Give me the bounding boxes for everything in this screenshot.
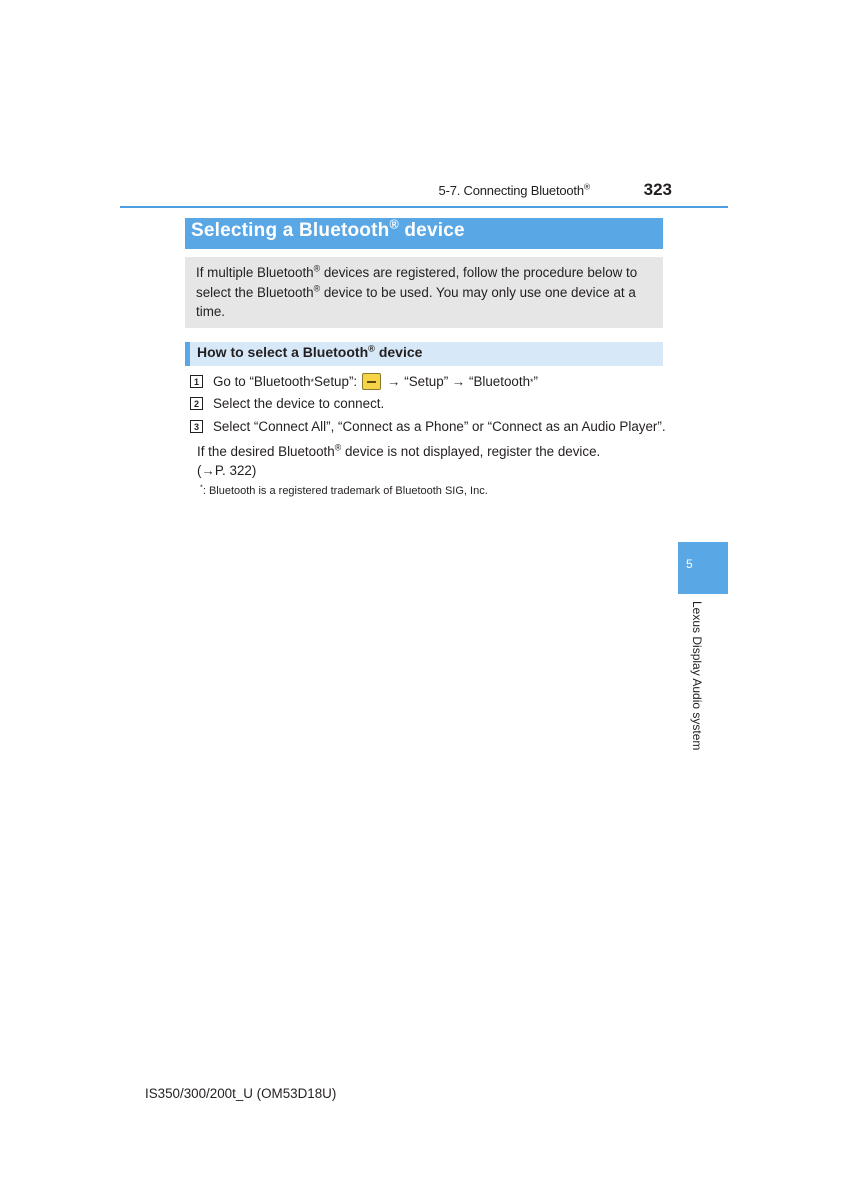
section-title-text: 5-7. Connecting Bluetooth xyxy=(438,183,584,198)
footnote xyxy=(200,482,488,497)
intro-text: device to be used. You may only use one device at a time. xyxy=(196,284,636,319)
page-reference-link[interactable]: (→P. 322) xyxy=(197,463,257,478)
note xyxy=(197,442,657,480)
registered-mark: ® xyxy=(334,442,342,453)
intro-text: If multiple Bluetooth xyxy=(196,265,314,280)
registered-mark: ® xyxy=(313,263,321,274)
intro-text: devices are registered, follow the procedure below to select the Bluetooth xyxy=(196,265,638,300)
step-number-badge: 3 xyxy=(190,420,203,433)
subheading xyxy=(185,342,663,366)
registered-mark: ® xyxy=(389,217,399,232)
header-divider xyxy=(120,206,728,208)
page-number: 323 xyxy=(643,180,672,199)
footnote-marker: * xyxy=(200,482,203,492)
step-text: ” xyxy=(533,374,538,389)
intro-box xyxy=(185,257,663,328)
step-1: 1 Go to “Bluetooth * Setup”: → “Setup” → “Bluetooth * ” xyxy=(190,373,538,390)
footnote-text: : Bluetooth is a registered trademark of Bluetooth SIG, Inc. xyxy=(202,485,488,497)
step-number-badge: 1 xyxy=(190,375,203,388)
step-text: Setup”: xyxy=(313,374,358,389)
step-2 xyxy=(190,396,384,411)
step-3 xyxy=(190,419,666,434)
registered-mark: ® xyxy=(368,343,375,354)
step-number-badge: 2 xyxy=(190,397,203,410)
section-header xyxy=(390,183,590,198)
registered-mark: ® xyxy=(313,283,321,294)
subheading-text: How to select a Bluetooth xyxy=(197,344,369,360)
step-text: Select “Connect All”, “Connect as a Phone” or “Connect as an Audio Player”. xyxy=(213,419,666,434)
registered-mark: ® xyxy=(583,181,590,192)
subheading-suffix: device xyxy=(374,344,423,360)
step-text: Select the device to connect. xyxy=(213,396,385,411)
chapter-number: 5 xyxy=(686,557,693,571)
note-text: device is not displayed, register the device. xyxy=(341,444,601,459)
footer-model: IS350/300/200t_U (OM53D18U) xyxy=(145,1086,337,1101)
page-title-text: Selecting a Bluetooth xyxy=(191,220,390,241)
step-text: → “Setup” → “Bluetooth xyxy=(387,374,531,389)
step-text: Go to “Bluetooth xyxy=(213,374,311,389)
chapter-label: Lexus Display Audio system xyxy=(690,601,704,751)
note-text: If the desired Bluetooth xyxy=(197,444,335,459)
page-title-suffix: device xyxy=(398,220,465,241)
page-title xyxy=(185,218,663,249)
menu-button-icon xyxy=(362,373,381,390)
